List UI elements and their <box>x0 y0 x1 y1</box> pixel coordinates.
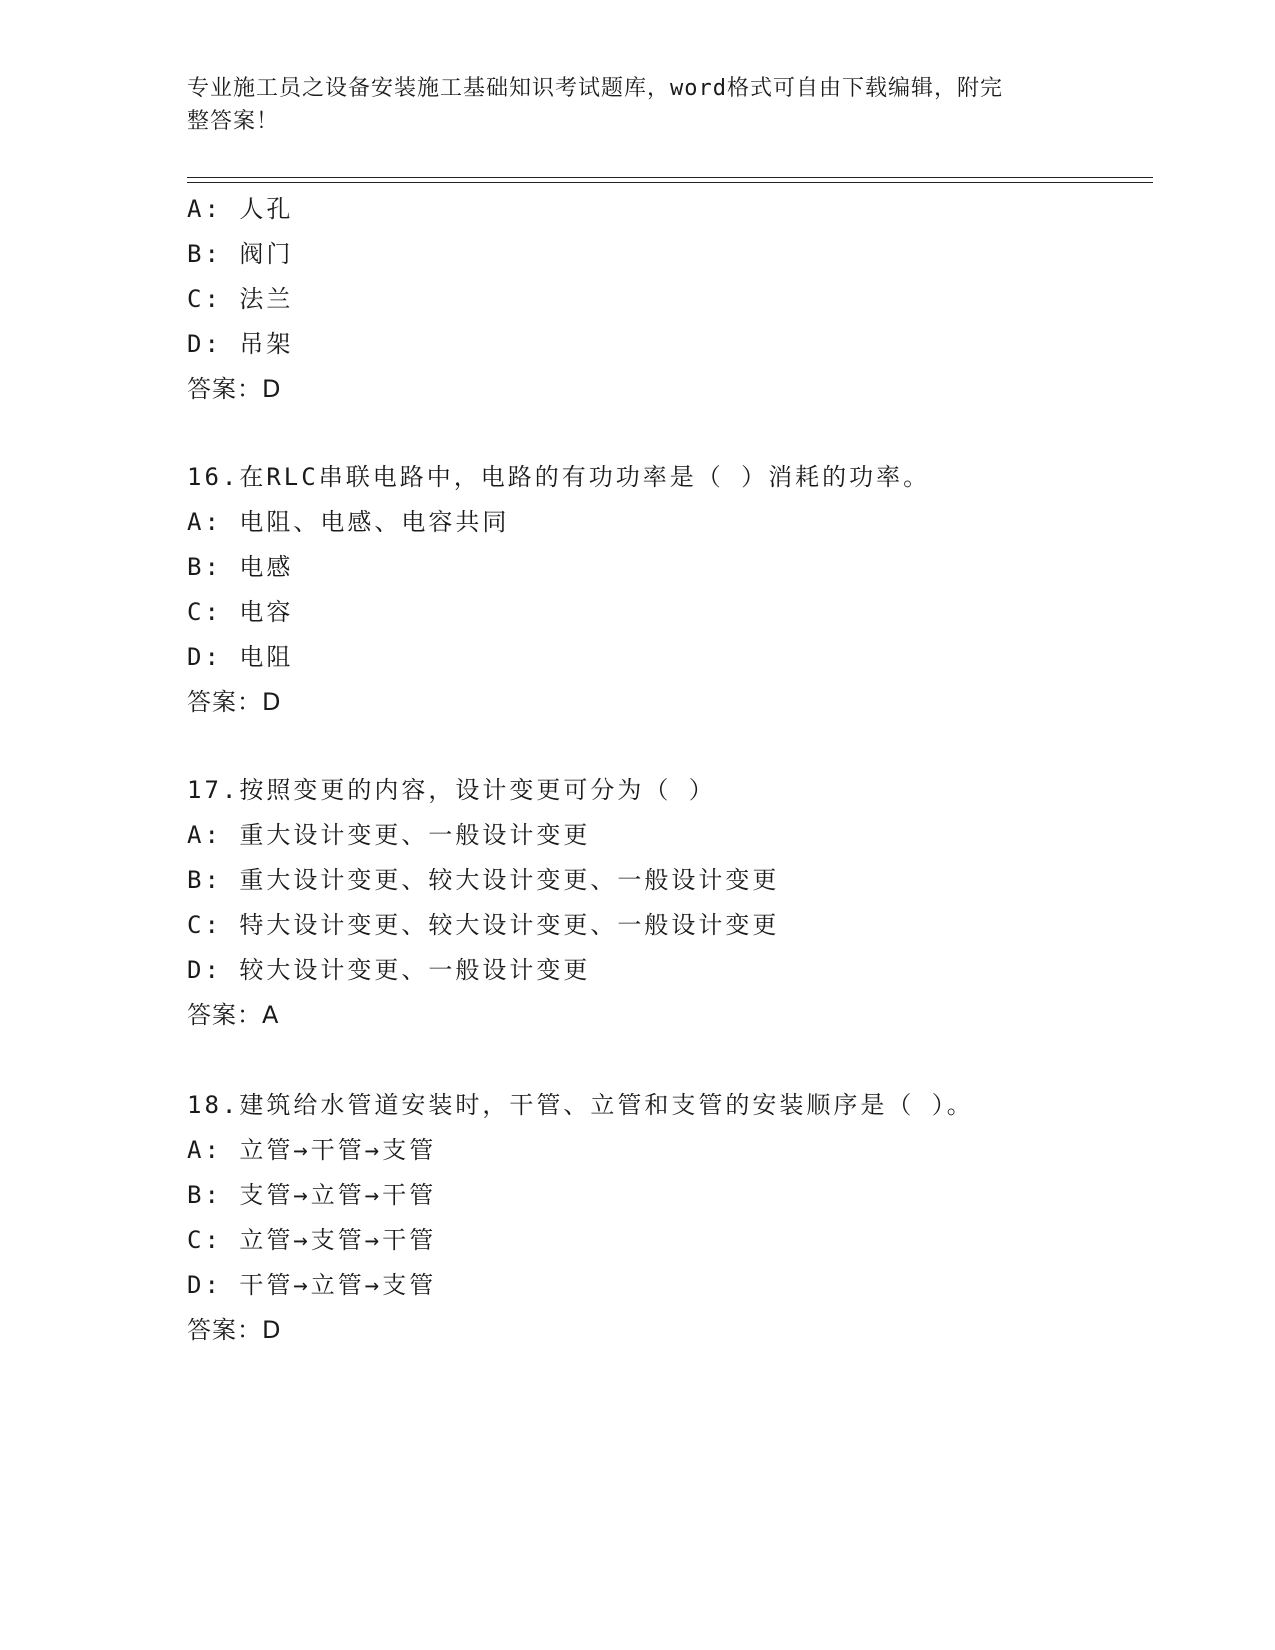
q17-question: 17.按照变更的内容，设计变更可分为（ ） <box>187 776 716 804</box>
q16-option-c: C: 电容 <box>187 598 294 626</box>
header-divider-bottom <box>187 182 1153 183</box>
q16-answer: 答案：D <box>187 688 282 716</box>
header-line-2: 整答案！ <box>187 109 280 134</box>
q17-answer: 答案：A <box>187 1001 280 1029</box>
q15-option-a: A: 人孔 <box>187 195 294 223</box>
q18-option-b: B: 支管→立管→干管 <box>187 1181 437 1209</box>
q17-option-a: A: 重大设计变更、一般设计变更 <box>187 821 591 849</box>
header-divider-top <box>187 177 1153 178</box>
q16-question: 16.在RLC串联电路中，电路的有功功率是（ ）消耗的功率。 <box>187 463 931 491</box>
q15-option-b: B: 阀门 <box>187 240 294 268</box>
q17-option-c: C: 特大设计变更、较大设计变更、一般设计变更 <box>187 911 780 939</box>
q18-option-d: D: 干管→立管→支管 <box>187 1271 437 1299</box>
q18-answer: 答案：D <box>187 1316 282 1344</box>
q16-option-d: D: 电阻 <box>187 643 294 671</box>
q18-option-a: A: 立管→干管→支管 <box>187 1136 437 1164</box>
q15-answer: 答案：D <box>187 375 282 403</box>
q15-option-d: D: 吊架 <box>187 330 294 358</box>
q16-option-b: B: 电感 <box>187 553 294 581</box>
q17-option-d: D: 较大设计变更、一般设计变更 <box>187 956 591 984</box>
q16-option-a: A: 电阻、电感、电容共同 <box>187 508 510 536</box>
q17-option-b: B: 重大设计变更、较大设计变更、一般设计变更 <box>187 866 780 894</box>
header-line-1: 专业施工员之设备安装施工基础知识考试题库，word格式可自由下载编辑，附完 <box>187 76 1003 101</box>
q15-option-c: C: 法兰 <box>187 285 294 313</box>
q18-option-c: C: 立管→支管→干管 <box>187 1226 437 1254</box>
q18-question: 18.建筑给水管道安装时，干管、立管和支管的安装顺序是（ ）。 <box>187 1091 974 1119</box>
document-header <box>187 72 1067 138</box>
